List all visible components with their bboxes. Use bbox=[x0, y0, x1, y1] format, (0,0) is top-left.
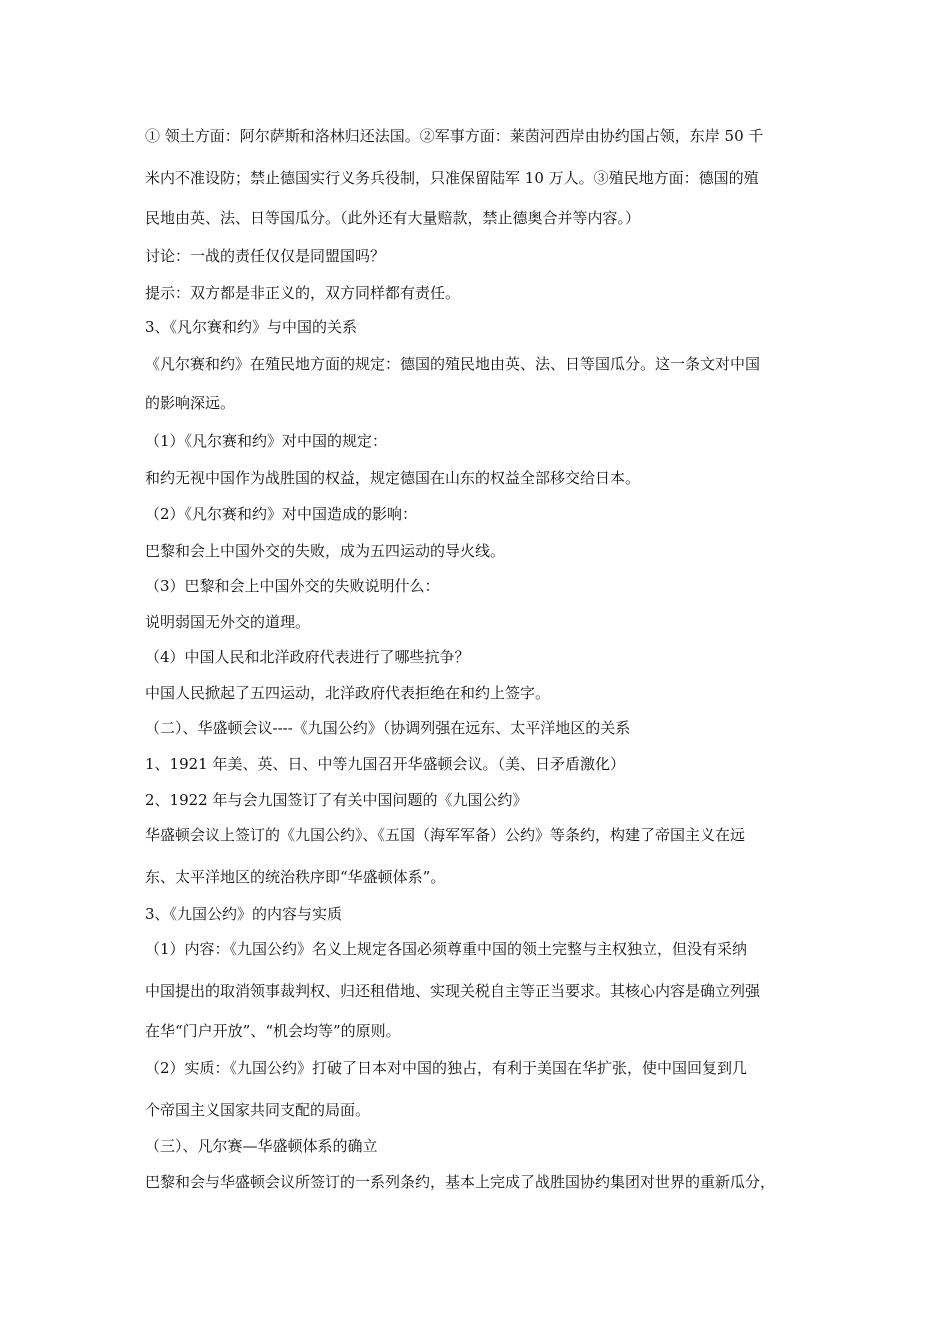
text-line-3: 民地由英、法、日等国瓜分。（此外还有大量赔款，禁止德奥合并等内容。） bbox=[145, 209, 641, 227]
text-line-1: ① 领土方面：阿尔萨斯和洛林归还法国。②军事方面：莱茵河西岸由协约国占领，东岸 50 千 bbox=[145, 127, 764, 145]
text-line-16: 中国人民掀起了五四运动，北洋政府代表拒绝在和约上签字。 bbox=[145, 684, 551, 702]
text-line-29: 巴黎和会与华盛顿会议所签订的一系列条约，基本上完成了战胜国协约集团对世界的重新瓜分， bbox=[145, 1173, 776, 1191]
text-line-14: 说明弱国无外交的道理。 bbox=[145, 613, 311, 631]
section-heading: （三）、凡尔赛—华盛顿体系的确立 bbox=[145, 1137, 378, 1155]
subheading: （2）《凡尔赛和约》对中国造成的影响： bbox=[145, 505, 418, 523]
text-line-8: 的影响深远。 bbox=[145, 394, 236, 412]
text-line-7: 《凡尔赛和约》在殖民地方面的规定：德国的殖民地由英、法、日等国瓜分。这一条文对中国 bbox=[145, 355, 761, 373]
text-line-18: 1、1921 年美、英、日、中等九国召开华盛顿会议。（美、日矛盾激化） bbox=[145, 755, 625, 773]
text-line-10: 和约无视中国作为战胜国的权益，规定德国在山东的权益全部移交给日本。 bbox=[145, 469, 641, 487]
section-heading: 3、《九国公约》的内容与实质 bbox=[145, 905, 343, 923]
section-heading: （二）、华盛顿会议----《九国公约》（协调列强在远东、太平洋地区的关系 bbox=[145, 719, 631, 737]
text-line-24: 中国提出的取消领事裁判权、归还租借地、实现关税自主等正当要求。其核心内容是确立列强 bbox=[145, 982, 761, 1000]
text-line-21: 东、太平洋地区的统治秩序即“华盛顿体系”。 bbox=[145, 868, 446, 886]
subheading: （1）《凡尔赛和约》对中国的规定： bbox=[145, 432, 388, 450]
text-line-5: 提示：双方都是非正义的，双方同样都有责任。 bbox=[145, 284, 461, 302]
subheading: （3）巴黎和会上中国外交的失败说明什么： bbox=[145, 577, 440, 595]
text-line-19: 2、1922 年与会九国签订了有关中国问题的《九国公约》 bbox=[145, 791, 528, 809]
text-line-25: 在华“门户开放”、“机会均等”的原则。 bbox=[145, 1022, 401, 1040]
text-line-26: （2）实质：《九国公约》打破了日本对中国的独占，有利于美国在华扩张，使中国回复到几 bbox=[145, 1059, 748, 1077]
section-heading: 3、《凡尔赛和约》与中国的关系 bbox=[145, 318, 358, 336]
subheading: （4）中国人民和北洋政府代表进行了哪些抗争？ bbox=[145, 648, 470, 666]
text-line-23: （1）内容：《九国公约》名义上规定各国必须尊重中国的领土完整与主权独立，但没有采纳 bbox=[145, 940, 748, 958]
text-line-27: 个帝国主义国家共同支配的局面。 bbox=[145, 1101, 371, 1119]
text-line-12: 巴黎和会上中国外交的失败，成为五四运动的导火线。 bbox=[145, 542, 506, 560]
text-line-20: 华盛顿会议上签订的《九国公约》、《五国（海军军备）公约》等条约，构建了帝国主义在远 bbox=[145, 826, 746, 844]
text-line-2: 米内不准设防；禁止德国实行义务兵役制，只准保留陆军 10 万人。③殖民地方面：德国的殖 bbox=[145, 169, 759, 187]
text-line-4: 讨论：一战的责任仅仅是同盟国吗？ bbox=[145, 247, 386, 265]
